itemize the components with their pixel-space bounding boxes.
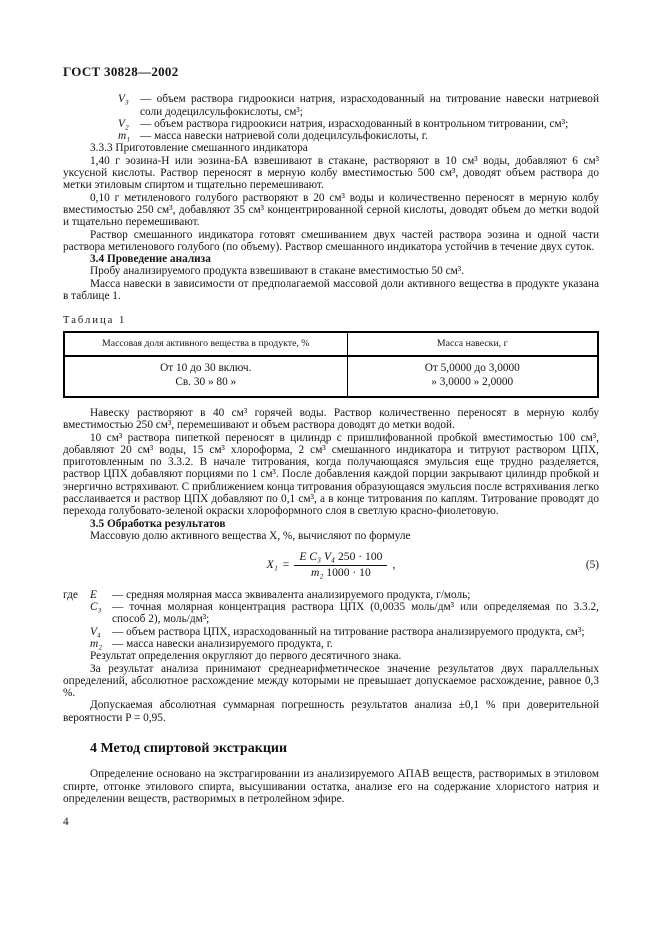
equals-sign: =: [282, 557, 290, 571]
paragraph: 10 см³ раствора пипеткой переносят в цилиндр с пришлифованной пробкой вместимостью 100 см³, добавляют 20 см³ воды, 15 см³ хлороформа, 2 см³ смешанного индикатора и титруют раствором ЦПХ, приготовленным по 3.3.2. В начале титрования, когда получающаяся эмульсия еще трудно разделяется, раствор ЦПХ добавляют порциями по 1 см³. После добавления каждой порции закрывают цилиндр пробкой и энергично встряхивают. С приближением конца титрования образующаяся эмульсия после встряхивания легко расслаивается и раствор ЦПХ добавляют по 0,1 см³, а в конце титрования по каплям. Титрование проводят до перехода голубовато-зеленой окраски хлороформного слоя в светлую красно-фиолетовую.: [63, 431, 599, 518]
formula: [63, 551, 599, 579]
definition-text: — точная молярная концентрация раствора ЦПХ (0,0035 моль/дм³ или определяемая по 3.3.2, способ 2), моль/дм³;: [112, 601, 599, 626]
paragraph: Результат определения округляют до первого десятичного знака.: [90, 650, 402, 663]
section-heading-4: 4 Метод спиртовой экстракции: [90, 741, 288, 757]
definition-text: — объем раствора гидроокиси натрия, израсходованный в контрольном титровании, см³;: [140, 117, 569, 130]
section-heading-3-4: 3.4 Проведение анализа: [90, 253, 211, 266]
definition-text: — масса навески анализируемого продукта, г.: [112, 637, 333, 650]
definition-term: C₃: [90, 601, 102, 614]
definition-text: — масса навески натриевой соли додецилсульфокислоты, г.: [140, 130, 428, 143]
paragraph: Масса навески в зависимости от предполагаемой массовой доли активного вещества в продукте указана в таблице 1.: [63, 277, 599, 303]
definition-term: V₃: [118, 93, 129, 106]
table-cell-line: От 5,0000 до 3,0000: [424, 361, 520, 374]
definition-item: [63, 118, 599, 130]
section-heading-3-5: 3.5 Обработка результатов: [90, 517, 226, 530]
definitions-titration: [63, 93, 599, 142]
table-cell-line: Св. 30 » 80 »: [175, 376, 237, 389]
definition-text: — объем раствора ЦПХ, израсходованный на титрование раствора анализируемого продукта, см³;: [112, 625, 585, 638]
data-table: [63, 331, 599, 398]
definition-item: [63, 589, 599, 601]
denominator-numbers: 1000 · 10: [326, 565, 371, 579]
definitions-formula: [63, 589, 599, 650]
equation-number: (5): [585, 558, 599, 571]
table-cell: [64, 356, 347, 397]
definition-item: [63, 130, 599, 142]
doc-code: ГОСТ 30828—2002: [63, 64, 179, 79]
numerator-numbers: 250 · 100: [337, 550, 383, 564]
paragraph: Раствор смешанного индикатора готовят смешиванием двух частей раствора эозина и одной части раствора метиленового голубого (по объему). Раствор смешанного индикатора устойчив в течение двух суток.: [63, 228, 599, 253]
table-cell: [347, 356, 598, 397]
section-heading-3-3-3: 3.3.3 Приготовление смешанного индикатора: [90, 142, 308, 155]
formula-expression: [267, 551, 396, 579]
table-header-cell: Массовая доля активного вещества в продукте, %: [64, 332, 347, 356]
paragraph: Пробу анализируемого продукта взвешивают в стакане вместимостью 50 см³.: [90, 265, 464, 278]
definition-text: — объем раствора гидроокиси натрия, израсходованный на титрование навески натриевой соли додецилсульфокислоты, см³;: [140, 93, 599, 118]
definition-term: V₂: [118, 117, 129, 130]
paragraph: 0,10 г метиленового голубого растворяют в 20 см³ воды и количественно переносят в мерную колбу вместимостью 250 см³, добавляют 35 см³ концентрированной серной кислоты, доводят объем до метки водой и тщательно перемешивают.: [63, 191, 599, 229]
fraction-denominator: [294, 566, 387, 579]
paragraph: За результат анализа принимают среднеарифметическое значение результатов двух параллельных определений, абсолютное расхождение между которыми не превышает допускаемое расхождение, равное 0,3 %.: [63, 662, 599, 700]
paragraph: Массовую долю активного вещества X, %, вычисляют по формуле: [90, 529, 411, 542]
where-label: где: [63, 588, 78, 601]
paragraph: Навеску растворяют в 40 см³ горячей воды. Раствор количественно переносят в мерную колбу вместимостью 250 см³, перемешивают и объем раствора доводят до метки водой.: [63, 406, 599, 432]
fraction: [294, 551, 387, 579]
table-body-row: [64, 356, 598, 397]
definition-item: [63, 93, 599, 118]
paragraph: Определение основано на экстрагировании из анализируемого АПАВ веществ, растворимых в этиловом спирте, отгонке этилового спирта, высушивании остатка, анализе его на содержание хлористого натрия и определении веществ, растворимых в петролейном эфире.: [63, 768, 599, 805]
definition-item: [63, 626, 599, 638]
paragraph: 1,40 г эозина-Н или эозина-БА взвешивают в стакане, растворяют в 10 см³ воды, добавляют 6 см³ уксусной кислоты. Раствор переносят в мерную колбу вместимостью 500 см³, доводят объем раствора до метки этиловым спиртом и тщательно перемешивают.: [63, 154, 599, 192]
table-header-cell: Масса навески, г: [347, 332, 598, 356]
definition-term: m₂: [90, 637, 103, 650]
formula-comma: ,: [392, 557, 396, 571]
fraction-numerator: [294, 551, 387, 565]
table-cell-line: » 3,0000 » 2,0000: [431, 376, 514, 389]
paragraph: Допускаемая абсолютная суммарная погрешность результатов анализа ±0,1 % при доверительной вероятности P = 0,95.: [63, 699, 599, 724]
definition-term: V₄: [90, 625, 101, 638]
denominator-variable: m₂: [310, 565, 324, 579]
definition-text: — средняя молярная масса эквивалента анализируемого продукта, г/моль;: [112, 588, 471, 601]
page-number: 4: [63, 816, 69, 829]
table-header-row: [64, 332, 598, 356]
numerator-variables: E C₃ V₄: [299, 550, 336, 564]
formula-lhs: X₁: [266, 557, 278, 571]
definition-item: [63, 638, 599, 650]
definition-item: [63, 601, 599, 626]
table-caption: Таблица 1: [63, 315, 127, 327]
definition-term: m₁: [118, 130, 131, 143]
definition-term: E: [90, 588, 97, 601]
table-cell-line: От 10 до 30 включ.: [160, 361, 252, 374]
